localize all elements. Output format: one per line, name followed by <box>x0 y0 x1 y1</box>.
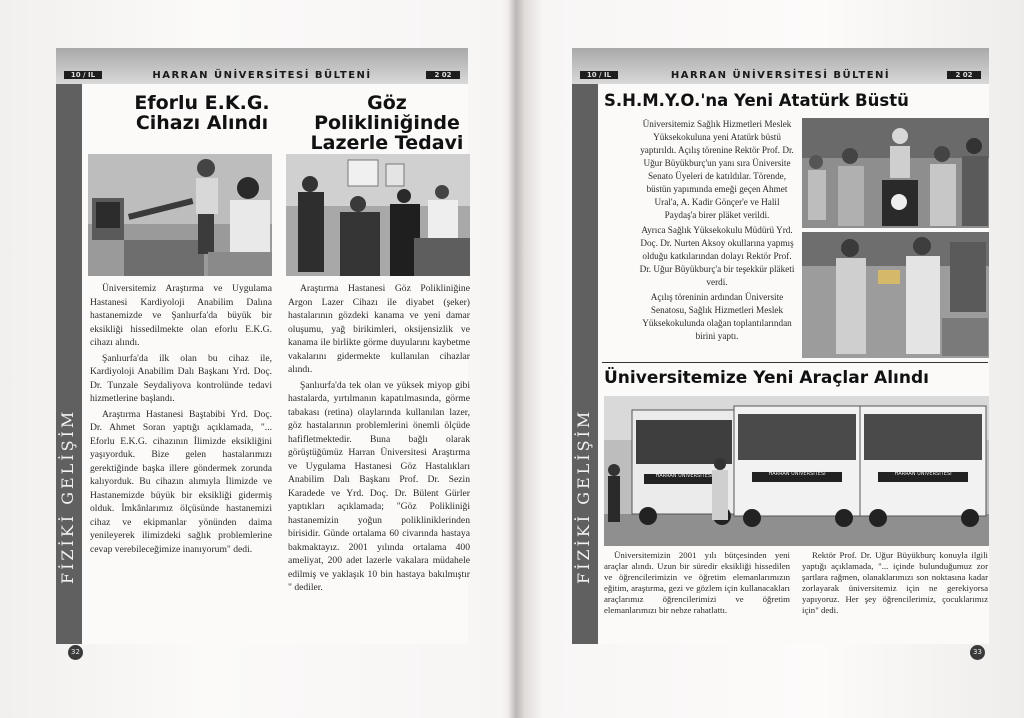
date-badge: 2 02 <box>426 71 460 79</box>
article-headline <box>297 94 477 154</box>
eye-clinic-photo <box>286 154 470 276</box>
headline-line: Cihazı Alındı <box>135 111 269 134</box>
bus-label: HARRAN ÜNİVERSİTESİ <box>768 471 826 477</box>
paragraph: Şanlıurfa'da tek olan ve yüksek miyop gibi hastalarda, yırtılmanın kapatılmasında, görme tabakası (retina) olaylarında kullanılan lazer, göz hastalarının problemlerini önemli ölçüde hafifletmektedir. Buna bağlı olarak görüştüğümüz Harran Üniversitesi Araştırma ve Uygulama Hastanesi Göz Hastalıkları Anabilim Dalı Başkanı Prof. Dr. Sezin Karadede ve Yrd. Doç. Dr. Bülent Gürler yaptıkları açıklamada; "Göz Polikliniği hastanemizin yoğun polikliniklerinden birisidir. Günde ortalama 60 civarında hastaya bakmaktayız. 2001 yılında ortalama 400 ameliyat, 200 adet lazerle vakalara müdahele edilmiş ve yaklaşık 10 bin hastaya bakılmıştır " dediler. <box>288 379 470 593</box>
headline-line: Lazerle Tedavi <box>310 131 464 154</box>
page-number: 32 <box>68 645 83 660</box>
article-headline <box>122 94 282 134</box>
section-sidebar <box>572 84 598 644</box>
plaque-ceremony-photo <box>802 232 989 358</box>
book-spine <box>508 0 524 718</box>
article-headline: Üniversitemize Yeni Araçlar Alındı <box>604 368 929 388</box>
paragraph: Araştırma Hastanesi Göz Polikliniğine Argon Lazer Cihazı ile diyabet (şeker) hastalarının gözdeki kanama ve yeni damar oluşumu, yağ birikimleri, oksijensizlik ve kanama ile birlikte görme duyularını kaybetme vakalarını gidermekte kullanılan cihazlar alındı. <box>288 283 470 375</box>
article-body <box>288 282 470 638</box>
right-page <box>572 48 989 656</box>
page-number: 33 <box>970 645 985 660</box>
headline-line: Göz Polikliniğinde <box>314 92 460 134</box>
page-content <box>598 84 989 644</box>
paragraph: Şanlıurfa'da ilk olan bu cihaz ile, Kardiyoloji Anabilim Dalı Başkanı Yrd. Doç. Dr. Tunzale Seydaliyova kontrolünde tedavi hizmetlerine başlandı. <box>90 352 272 404</box>
bulletin-title: HARRAN ÜNİVERSİTESİ BÜLTENİ <box>152 70 372 81</box>
issue-badge: 10 / IL <box>64 71 102 79</box>
section-label: FİZİKİ GELİŞİM <box>58 408 77 584</box>
page-header <box>56 48 468 84</box>
page-content <box>82 84 468 644</box>
article-body: Rektör Prof. Dr. Uğur Büyükburç konuyla ilgili yaptığı açıklamada, "... içinde bulunduğumuz zor şartlara rağmen, olanaklarımızı son noktasına kadar zorlayarak üniversitemiz için ne gerekiyorsa yapıyoruz. Her şey öğrencilerimiz, çocuklarımız için" dedi. <box>802 550 988 615</box>
issue-badge: 10 / IL <box>580 71 618 79</box>
headline-line: Eforlu E.K.G. <box>134 92 270 114</box>
bulletin-title: HARRAN ÜNİVERSİTESİ BÜLTENİ <box>670 70 891 81</box>
paragraph: Ayrıca Sağlık Yüksekokulu Müdürü Yrd. Doç. Dr. Nurten Aksoy okullarına yapmış olduğu katkılarından dolayı Rektör Prof. Dr. Uğur Büyükburç'a bir teşekkür pläketi verdi. <box>639 225 795 287</box>
ekg-photo <box>88 154 272 276</box>
paragraph: Üniversitemiz Sağlık Hizmetleri Meslek Yüksekokuluna yeni Atatürk büstü yaptırıldı. Açılış törenine Rektör Prof. Dr. Uğur Büyükburç'un yanı sıra Üniversite Senato Üyeleri de katıldılar. Törende, büstün yapımında emeği geçen Ahmet Ural'a, A. Kadir Gönçer'e ve Halil Paydaş'a birer pläket verildi. <box>640 119 794 220</box>
paragraph: Açılış töreninin ardından Üniversite Senatosu, Sağlık Hizmetleri Meslek Yüksekokulunda olağan toplantılarından birini yaptı. <box>642 292 792 341</box>
section-divider <box>602 362 988 363</box>
bus-label: HARRAN ÜNİVERSİTESİ <box>655 473 713 479</box>
article-body: Üniversitemizin 2001 yılı bütçesinden yeni araçlar alındı. Uzun bir süredir eksikliği hissedilen ve öğrencilerimizin ve öğretim elemanlarımızın eğitim, araştırma, gezi ve gözlem için kullanacakları araçlarımız öğrencilerimizi ve öğretim elemanlarımızı bir nebze rahatlattı. <box>604 550 790 615</box>
page-header <box>572 48 989 84</box>
paragraph: Üniversitemiz Araştırma ve Uygulama Hastanesi Kardiyoloji Anabilim Dalına hastanemizde ve Şanlıurfa'da büyük bir eksikliği hissedilmekte olan eforlu E.K.G. cihazı alındı. <box>90 283 272 348</box>
date-badge: 2 02 <box>947 71 981 79</box>
article-body <box>90 282 272 638</box>
paragraph: Araştırma Hastanesi Baştabibi Yrd. Doç. Dr. Ahmet Soran yaptığı açıklamada, "... Eforlu E.K.G. cihazının İlimizde eksikliğini yaşıyorduk. Bize gelen hastalarımızı gerektiğinde başka illere göndermek zorunda kalıyorduk. Bu cihazın alımıyla İlimizde ve Hastanemizde büyük bir eksikliği gidermiş olduk. İmkânlarımız ölçüsünde hastanemizi cihaz ve ekipmanlar yönünden daima yenileyerek ilimizdeki sağlık problemlerine cevap verebileceğimize inanıyorum" dedi. <box>90 408 272 555</box>
section-label: FİZİKİ GELİŞİM <box>574 408 593 584</box>
left-page <box>56 48 470 656</box>
ataturk-bust-photo <box>802 118 989 228</box>
buses-photo <box>604 396 989 546</box>
article-body <box>638 118 796 358</box>
bus-label: HARRAN ÜNİVERSİTESİ <box>894 471 952 477</box>
article-headline: S.H.M.Y.O.'na Yeni Atatürk Büstü <box>604 91 909 110</box>
section-sidebar <box>56 84 82 644</box>
